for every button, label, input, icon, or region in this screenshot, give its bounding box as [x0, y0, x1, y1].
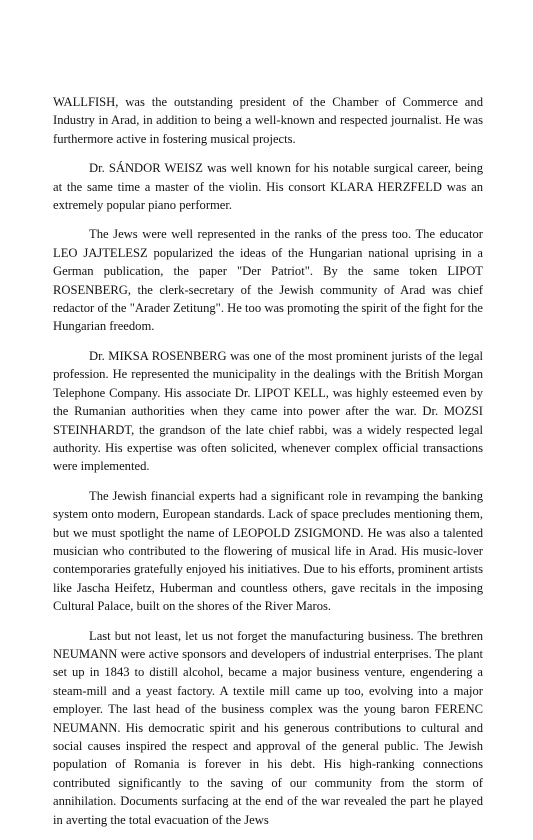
- paragraph-jurists: Dr. MIKSA ROSENBERG was one of the most prominent jurists of the legal profession. He represented the municipality in the dealings with the British Morgan Telephone Company. His associate Dr. LIPOT KELL, was highly esteemed even by the Rumanian authorities when they came into power after the war. Dr. MOZSI STEINHARDT, the grandson of the late chief rabbi, was a widely respected legal authority. His expertise was often solicited, whenever complex official transactions were implemented.: [53, 348, 483, 474]
- document-page: [53, 93, 483, 840]
- paragraph-press: The Jews were well represented in the ranks of the press too. The educator LEO JAJTELESZ popularized the ideas of the Hungarian national uprising in a German publication, the paper "Der Patriot". By the same token LIPOT ROSENBERG, the clerk-secretary of the Jewish community of Arad was chief redactor of the "Arader Zetitung". He too was promoting the spirit of the fight for the Hungarian freedom.: [53, 227, 483, 334]
- paragraph-wallfish: WALLFISH, was the outstanding president of the Chamber of Commerce and Industry in Arad, in addition to being a well-known and respected journalist. He was furthermore active in fostering musical projects.: [53, 95, 483, 146]
- paragraph-manufacturing: Last but not least, let us not forget the manufacturing business. The brethren NEUMANN were active sponsors and developers of industrial enterprises. The plant set up in 1843 to distill alcohol, became a major business venture, engendering a steam-mill and a yeast factory. A textile mill came up too, evolving into a major employer. The last head of the business complex was the young baron FERENC NEUMANN. His democratic spirit and his generous contributions to cultural and social causes inspired the respect and approval of the general public. The Jewish population of Romania is forever in his debt. His high-ranking connections contributed significantly to the saving of our community from the storm of annihilation. Documents surfacing at the end of the war revealed the part he played in averting the total evacuation of the Jews: [53, 628, 483, 827]
- paragraph-financial-experts: The Jewish financial experts had a significant role in revamping the banking system onto modern, European standards. Lack of space precludes mentioning them, but we must spotlight the name of LEOPOLD ZSIGMOND. He was also a talented musician who contributed to the flowering of musical life in Arad. His music-lover contemporaries gratefully enjoyed his initiatives. Due to his efforts, prominent artists like Jascha Heifetz, Huberman and countless others, gave recitals in the imposing Cultural Palace, built on the shores of the River Maros.: [53, 488, 483, 614]
- paragraph-sandor-weisz: Dr. SÁNDOR WEISZ was well known for his notable surgical career, being at the same time a master of the violin. His consort KLARA HERZFELD was an extremely popular piano performer.: [53, 161, 483, 213]
